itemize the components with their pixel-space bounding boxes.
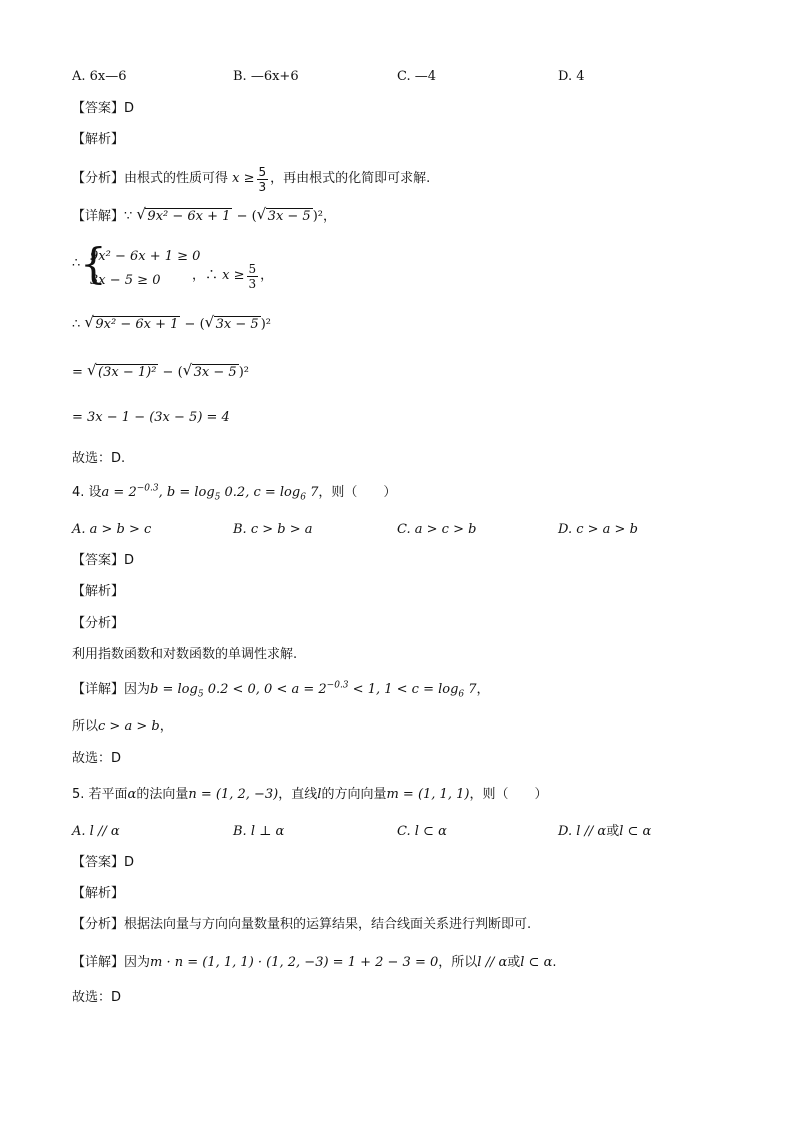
q3-analysis-pre: 由根式的性质可得 (124, 171, 229, 186)
q4-jiexi-label: 【解析】 (72, 584, 125, 599)
q5-option-d: D. l // α或l ⊂ α (558, 824, 652, 839)
q3-analysis-post: ，再由根式的化简即可求解. (270, 171, 431, 186)
q5-detail: 【详解】因为m · n = (1, 1, 1) · (1, 2, −3) = 1 + 2 − 3 = 0，所以l // α或l ⊂ α. (72, 955, 557, 970)
q3-option-c: C. —4 (397, 69, 437, 84)
q5-option-b: B. l ⊥ α (233, 824, 285, 839)
q3-option-a: A. 6x—6 (72, 69, 127, 84)
q4-stem: 4. 设$a = 2^{-0.3}$, $b = \log_5 0.2$, $c = \log_6 7$，则（ ） (72, 483, 397, 503)
q5-conclusion: 故选：D (72, 990, 122, 1005)
q3-conclusion: 故选：D. (72, 451, 126, 466)
q5-jiexi-label: 【解析】 (72, 886, 125, 901)
q4-answer: 【答案】D (72, 553, 135, 568)
q3-option-b: B. —6x+6 (233, 69, 299, 84)
q3-answer: 【答案】D (72, 101, 135, 116)
q3-detail-label: 【详解】 (72, 209, 125, 224)
q5-analysis: 【分析】根据法向量与方向向量数量积的运算结果，结合线面关系进行判断即可. (72, 917, 532, 932)
q4-option-a: A. a > b > c (72, 522, 152, 537)
q4-analysis-label: 【分析】 (72, 616, 125, 631)
q3-system-eq1: 9x² − 6x + 1 ≥ 0 (90, 249, 201, 264)
q3-analysis-label: 【分析】 (72, 171, 125, 186)
q4-therefore: 所以c > a > b， (72, 719, 173, 734)
q3-analysis: 【分析】由根式的性质可得 x ≥ $\frac{5}{3}$ ，再由根式的化简即可求解. (72, 165, 431, 194)
q4-option-d: D. c > a > b (558, 522, 638, 537)
q5-option-c: C. l ⊂ α (397, 824, 447, 839)
q4-conclusion: 故选：D (72, 751, 122, 766)
q3-step3: = √ (3x − 1)² − (√ 3x − 5 )² (72, 364, 249, 381)
q4-analysis-text: 利用指数函数和对数函数的单调性求解. (72, 647, 298, 662)
q4-option-b: B. c > b > a (233, 522, 313, 537)
q5-option-a: A. l // α (72, 824, 120, 839)
q3-system-eq2: 3x − 5 ≥ 0 (90, 273, 161, 288)
q3-detail: 【详解】∵ √ 9x² − 6x + 1 − (√ 3x − 5 )²， (72, 208, 336, 225)
q4-detail: 【详解】因为$b = \log_5 0.2 < 0$, $0 < a = 2^{-0.3} < 1$, $1 < c = \log_6 7$， (72, 680, 490, 700)
q4-option-c: C. a > c > b (397, 522, 477, 537)
q3-step2: ∴ √ 9x² − 6x + 1 − (√ 3x − 5 )² (72, 316, 271, 333)
q5-stem: 5. 若平面α的法向量n = (1, 2, −3)，直线l的方向向量m = (1, 1, 1)，则（ ） (72, 787, 548, 802)
q3-jiexi-label: 【解析】 (72, 132, 125, 147)
q3-step4: = 3x − 1 − (3x − 5) = 4 (72, 410, 230, 425)
q3-option-d: D. 4 (558, 69, 585, 84)
q5-answer: 【答案】D (72, 855, 135, 870)
